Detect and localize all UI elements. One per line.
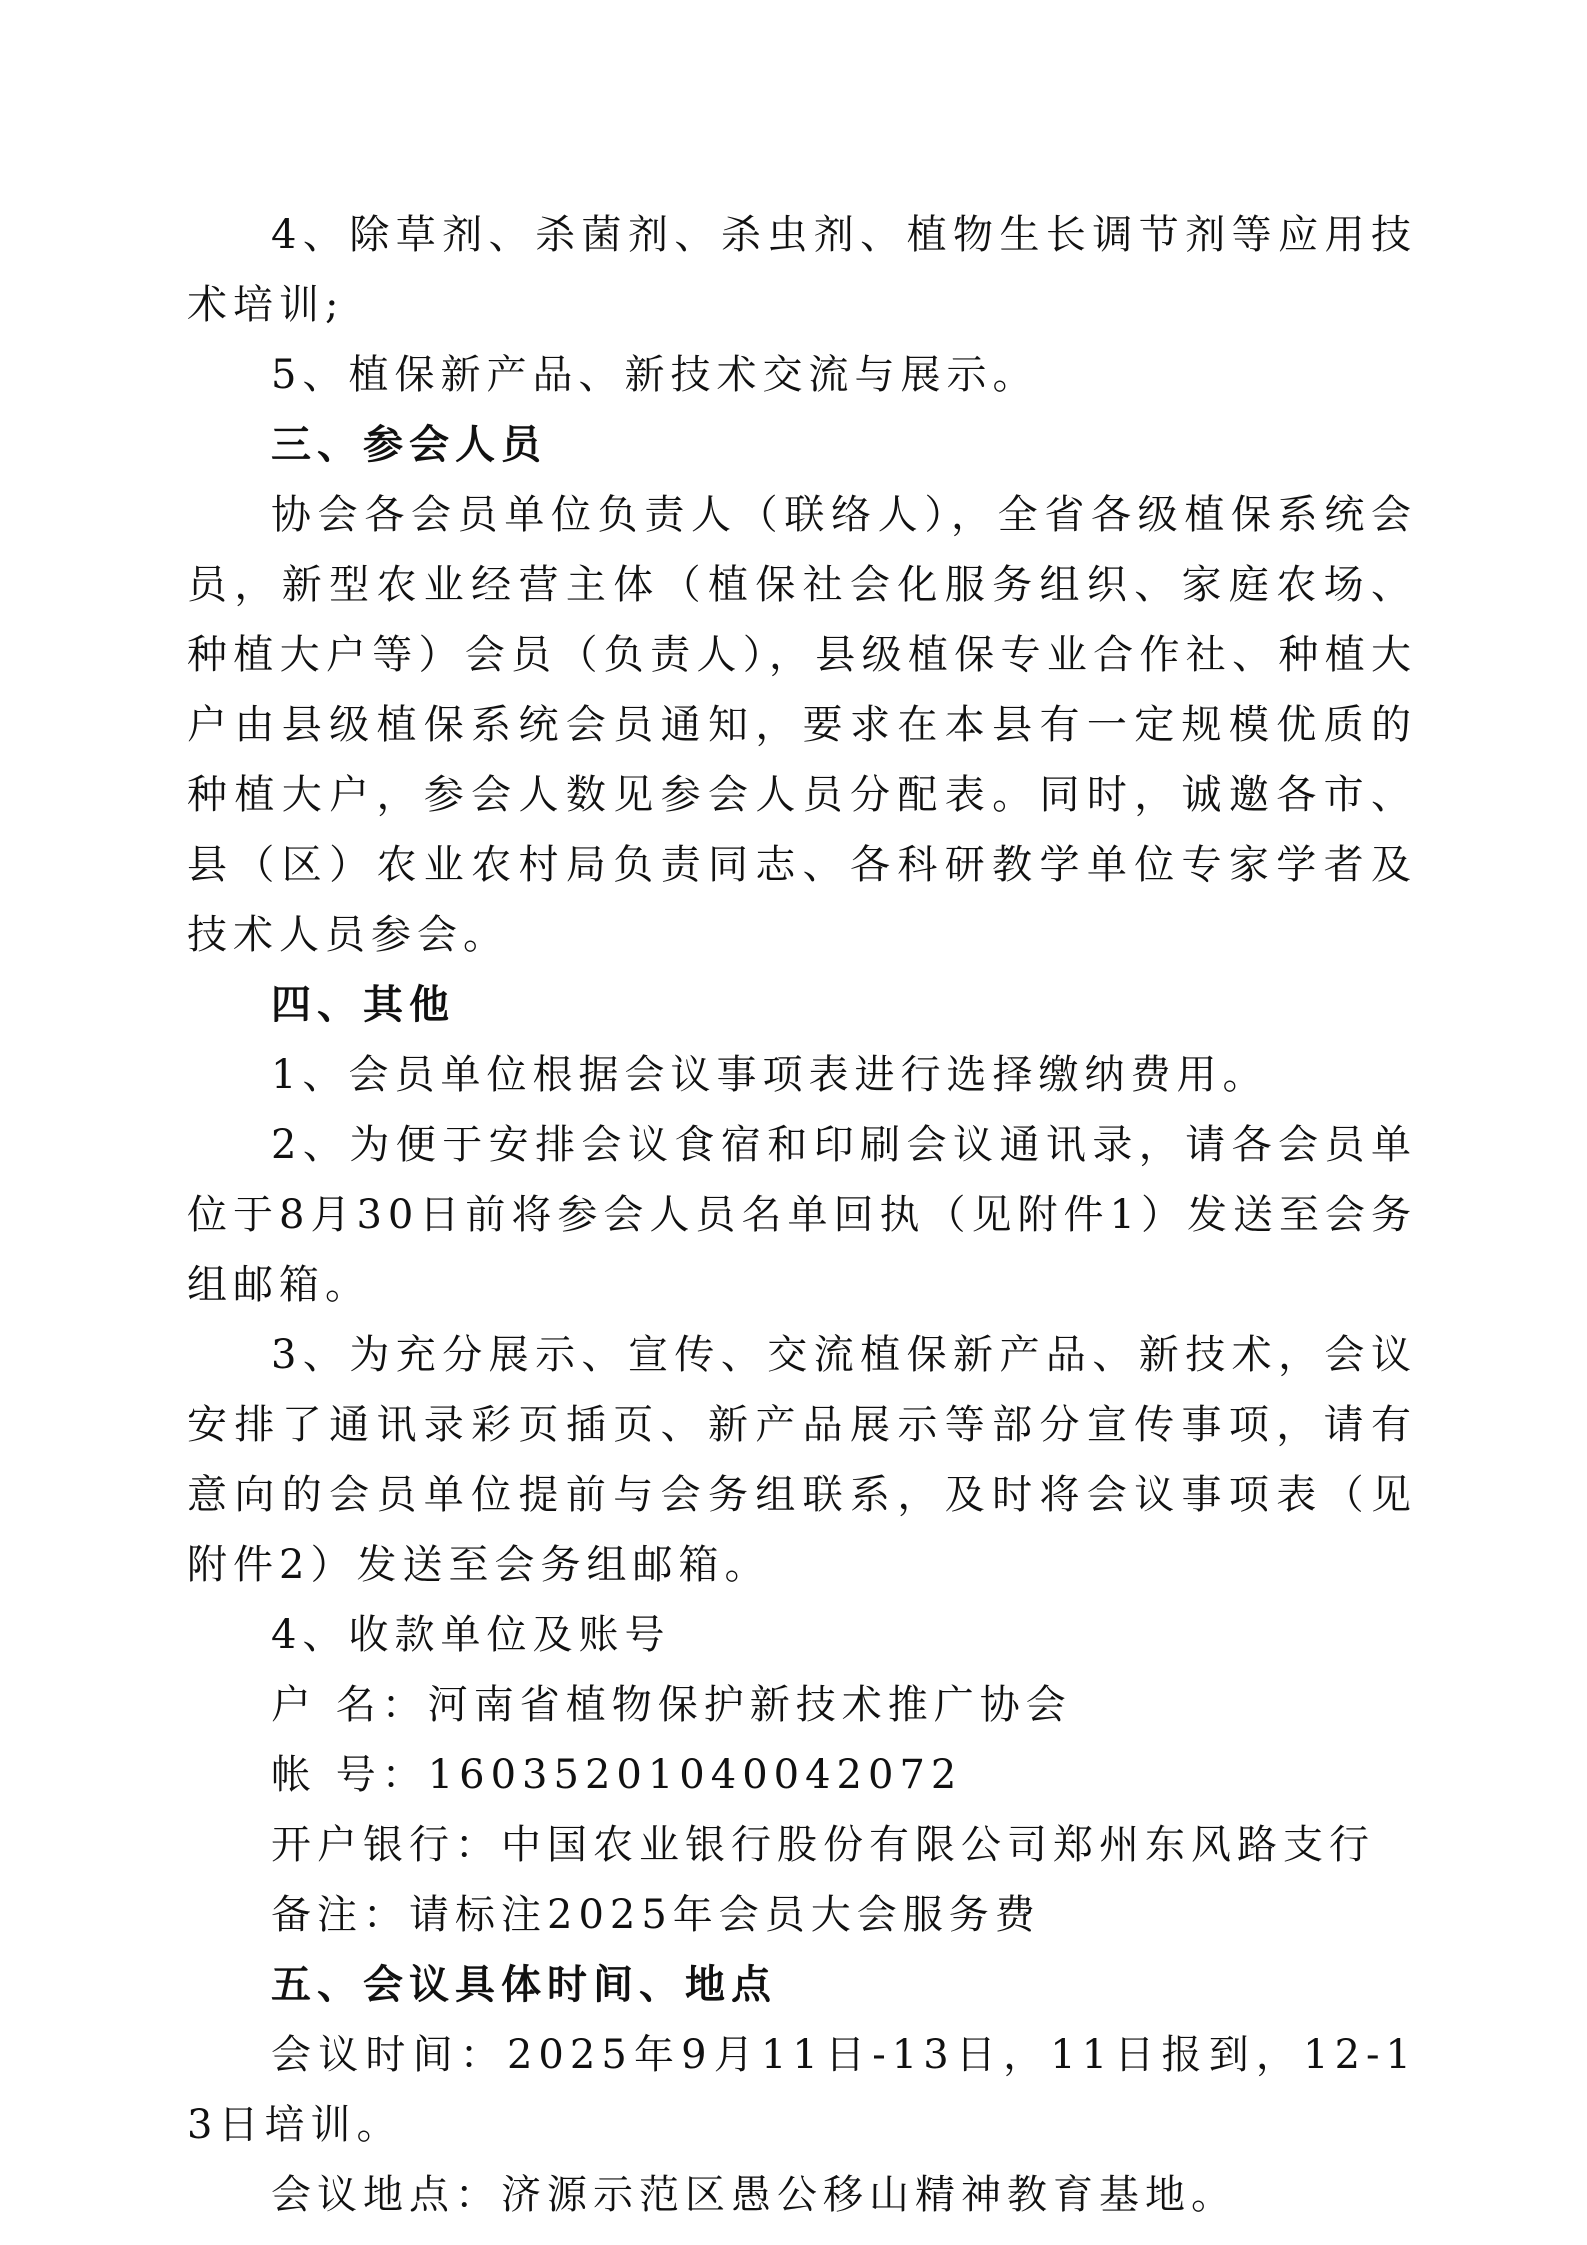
account-name-line: 户 名：河南省植物保护新技术推广协会 [271,1682,1072,1728]
section-heading-time-place: 五、会议具体时间、地点 [271,1962,777,2008]
section-heading-attendees: 三、参会人员 [271,422,547,468]
account-bank-line: 开户银行：中国农业银行股份有限公司郑州东风路支行 [271,1822,1375,1868]
meeting-time-line: 会议时间：2025年9月11日-13日，11日报到，12-13日培训。 [187,2032,1417,2148]
other-item-fees: 1、会员单位根据会议事项表进行选择缴纳费用。 [271,1052,1269,1098]
list-item-product-exchange: 5、植保新产品、新技术交流与展示。 [271,352,1039,398]
account-note-line: 备注：请标注2025年会员大会服务费 [271,1892,1041,1938]
section-heading-other: 四、其他 [271,982,455,1028]
document-body [187,200,1417,2230]
attendees-paragraph: 协会各会员单位负责人（联络人），全省各级植保系统会员，新型农业经营主体（植保社会化服务组织、家庭农场、种植大户等）会员（负责人），县级植保专业合作社、种植大户由县级植保系统会员通知，要求在本县有一定规模优质的种植大户，参会人数见参会人员分配表。同时，诚邀各市、县（区）农业农村局负责同志、各科研教学单位专家学者及技术人员参会。 [187,492,1417,958]
meeting-place-line: 会议地点：济源示范区愚公移山精神教育基地。 [271,2172,1237,2218]
other-item-promotion: 3、为充分展示、宣传、交流植保新产品、新技术，会议安排了通讯录彩页插页、新产品展示等部分宣传事项，请有意向的会员单位提前与会务组联系，及时将会议事项表（见附件2）发送至会务组邮箱。 [187,1332,1417,1588]
other-item-payment: 4、收款单位及账号 [271,1612,671,1658]
other-item-registration: 2、为便于安排会议食宿和印刷会议通讯录，请各会员单位于8月30日前将参会人员名单回执（见附件1）发送至会务组邮箱。 [187,1122,1417,1308]
account-number-line: 帐 号：16035201040042072 [271,1752,963,1798]
list-item-herbicide-training: 4、除草剂、杀菌剂、杀虫剂、植物生长调节剂等应用技术培训; [187,212,1417,328]
